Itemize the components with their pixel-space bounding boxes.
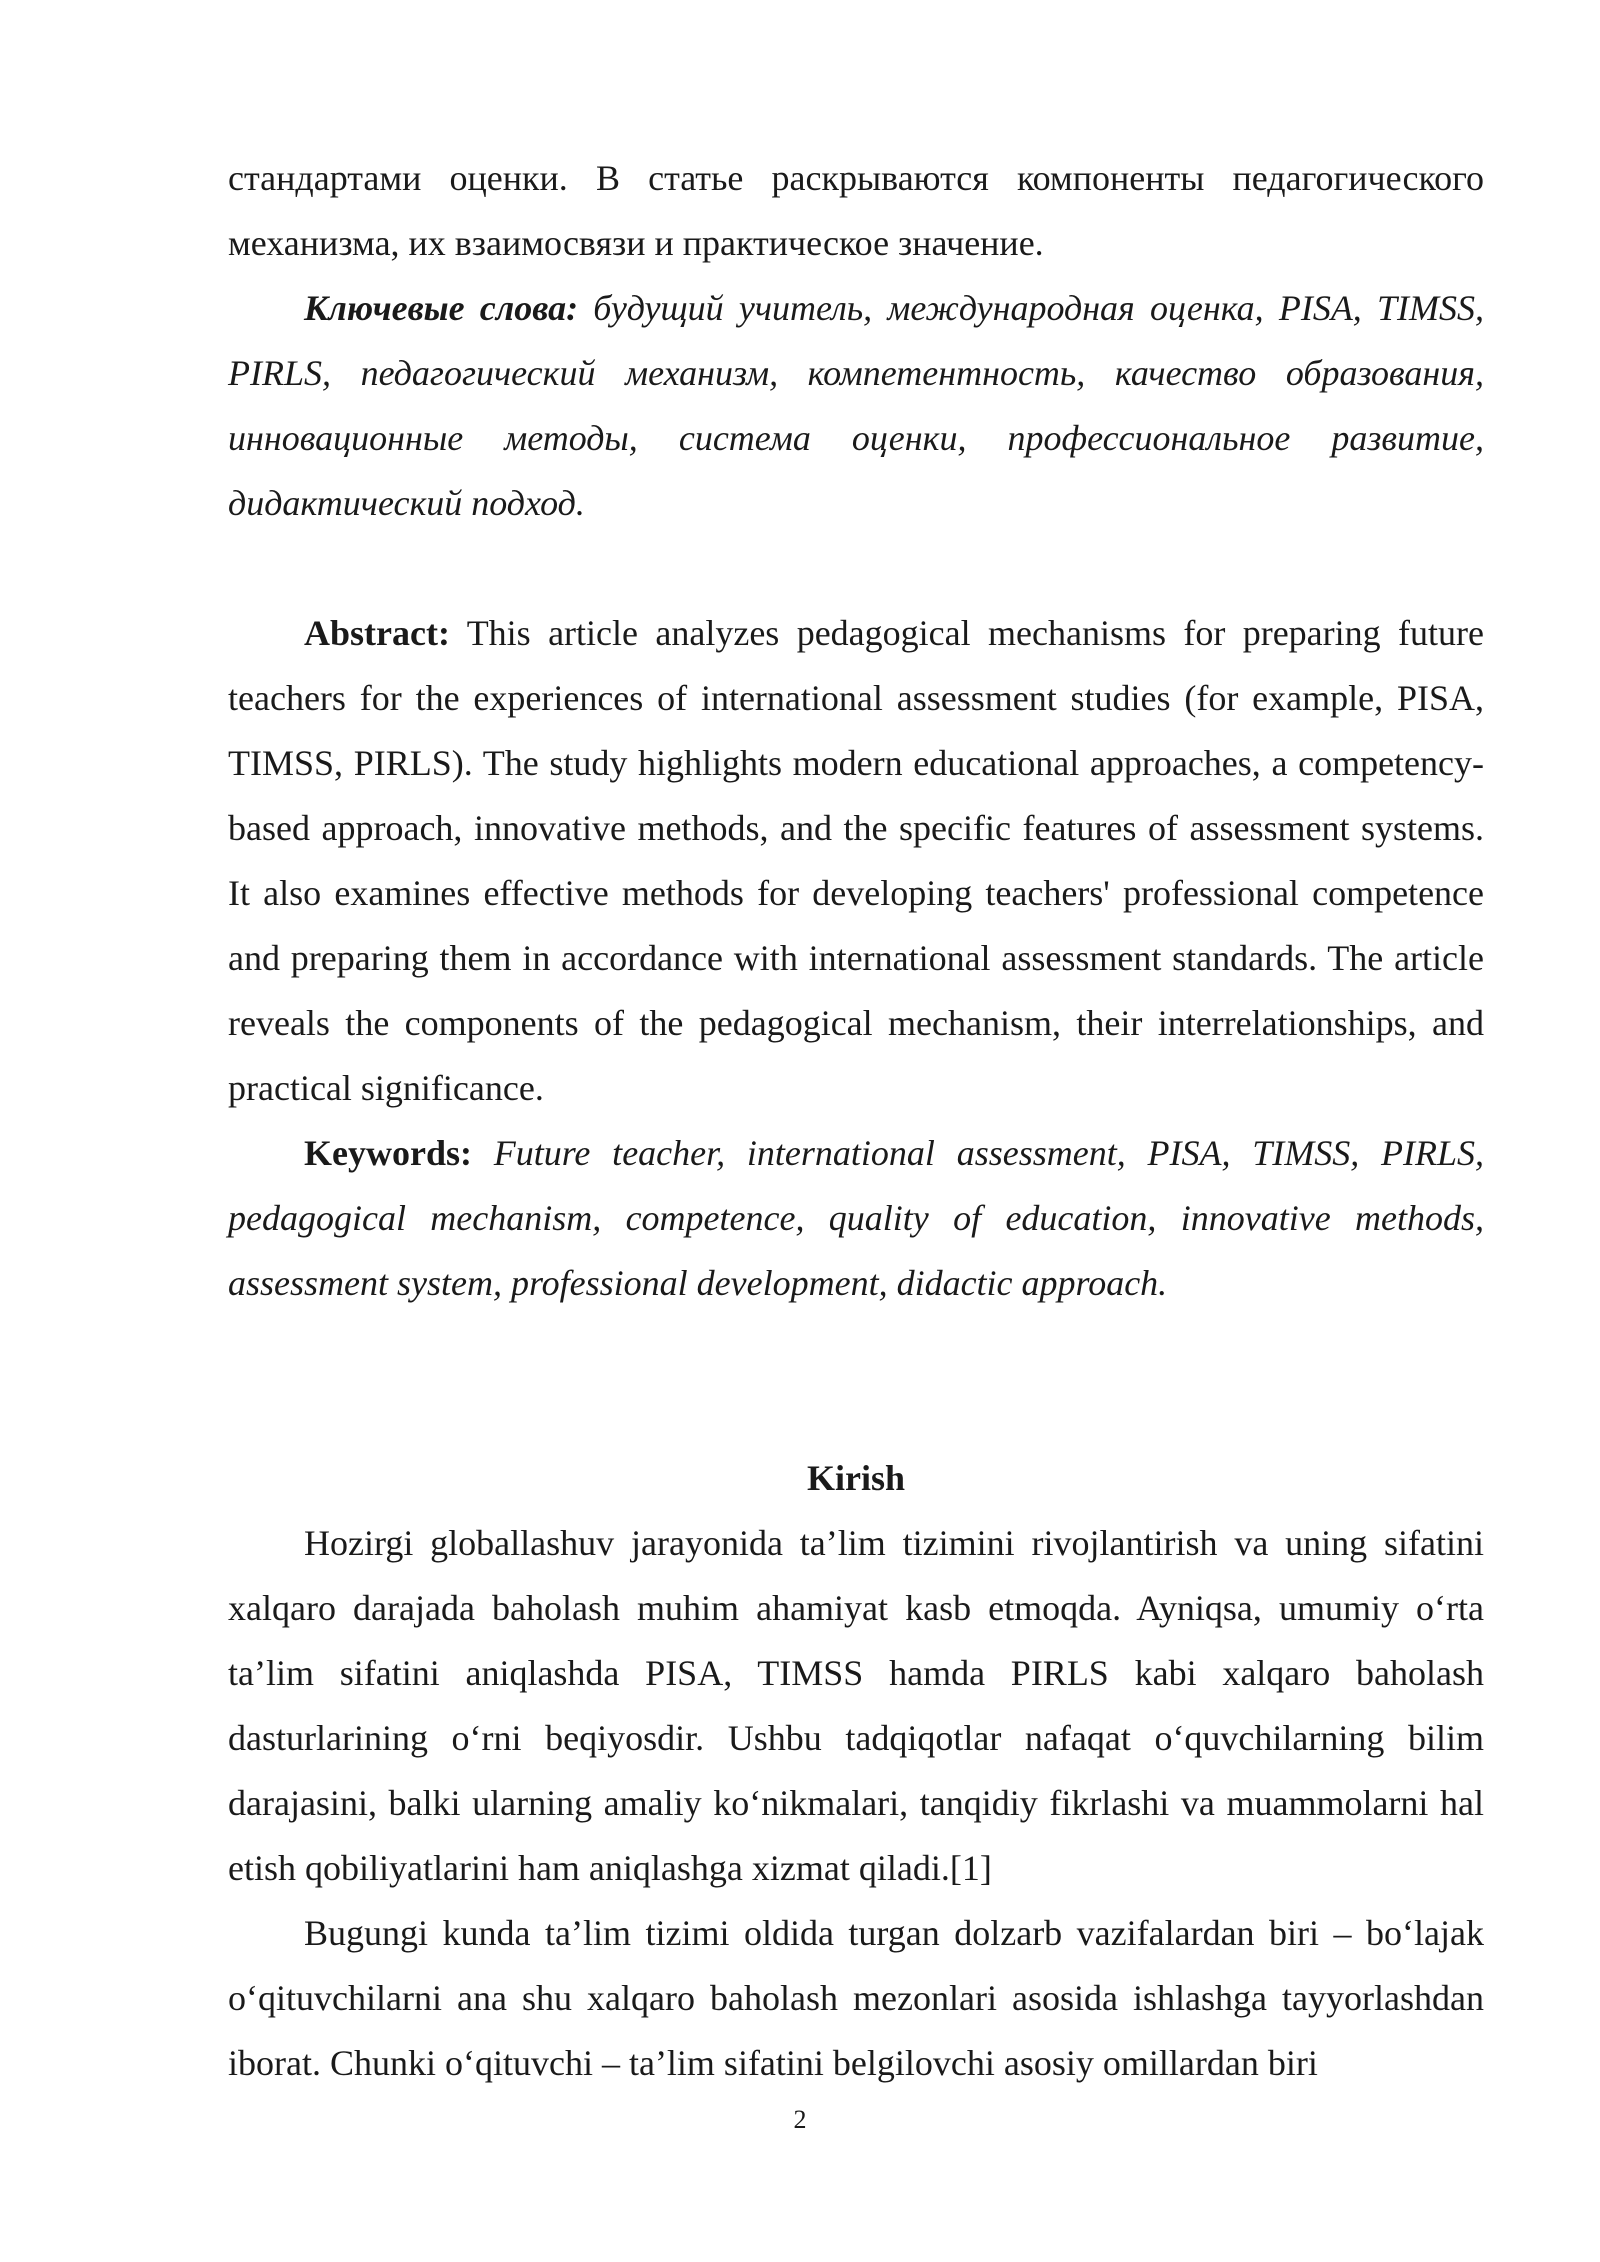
english-keywords (228, 1121, 1484, 1316)
english-abstract (228, 601, 1484, 1121)
section-heading-intro: Kirish (806, 1458, 905, 1498)
russian-abstract-tail: стандартами оценки. В статье раскрываются компоненты педагогического механизма, их взаимосвязи и практическое значение. (228, 158, 1484, 263)
document-page (228, 146, 1484, 2096)
russian-keywords-label: Ключевые слова: (304, 288, 579, 328)
section-spacer (228, 1316, 1484, 1446)
english-abstract-label: Abstract: (304, 613, 450, 653)
russian-keywords-text: будущий учитель, международная оценка, PISA, TIMSS, PIRLS, педагогический механизм, компетентность, качество образования, инновационные методы, система оценки, профессиональное развитие, дидактический подход. (228, 288, 1484, 523)
english-keywords-label: Keywords: (304, 1133, 472, 1173)
page-number: 2 (793, 2105, 807, 2134)
intro-paragraph-1: Hozirgi globallashuv jarayonida ta’lim tizimini rivojlantirish va uning sifatini xalqaro darajada baholash muhim ahamiyat kasb etmoqda. Ayniqsa, umumiy o‘rta ta’lim sifatini aniqlashda PISA, TIMSS hamda PIRLS kabi xalqaro baholash dasturlarining o‘rni beqiyosdir. Ushbu tadqiqotlar nafaqat o‘quvchilarning bilim darajasini, balki ularning amaliy ko‘nikmalari, tanqidiy fikrlashi va muammolarni hal etish qobiliyatlarini ham aniqlashga xizmat qiladi.[1] (228, 1523, 1484, 1888)
english-abstract-text: This article analyzes pedagogical mechanisms for preparing future teachers for the experiences of international assessment studies (for example, PISA, TIMSS, PIRLS). The study highlights modern educational approaches, a competency-based approach, innovative methods, and the specific features of assessment systems. It also examines effective methods for developing teachers' professional competence and preparing them in accordance with international assessment standards. The article reveals the components of the pedagogical mechanism, their interrelationships, and practical significance. (228, 613, 1484, 1108)
russian-keywords (228, 276, 1484, 536)
section-spacer (228, 536, 1484, 601)
intro-paragraph-2: Bugungi kunda ta’lim tizimi oldida turgan dolzarb vazifalardan biri – bo‘lajak o‘qituvchilarni ana shu xalqaro baholash mezonlari asosida ishlashga tayyorlashdan iborat. Chunki o‘qituvchi – ta’lim sifatini belgilovchi asosiy omillardan biri (228, 1913, 1484, 2083)
english-keywords-text: Future teacher, international assessment, PISA, TIMSS, PIRLS, pedagogical mechanism, competence, quality of education, innovative methods, assessment system, professional development, didactic approach. (228, 1133, 1484, 1303)
